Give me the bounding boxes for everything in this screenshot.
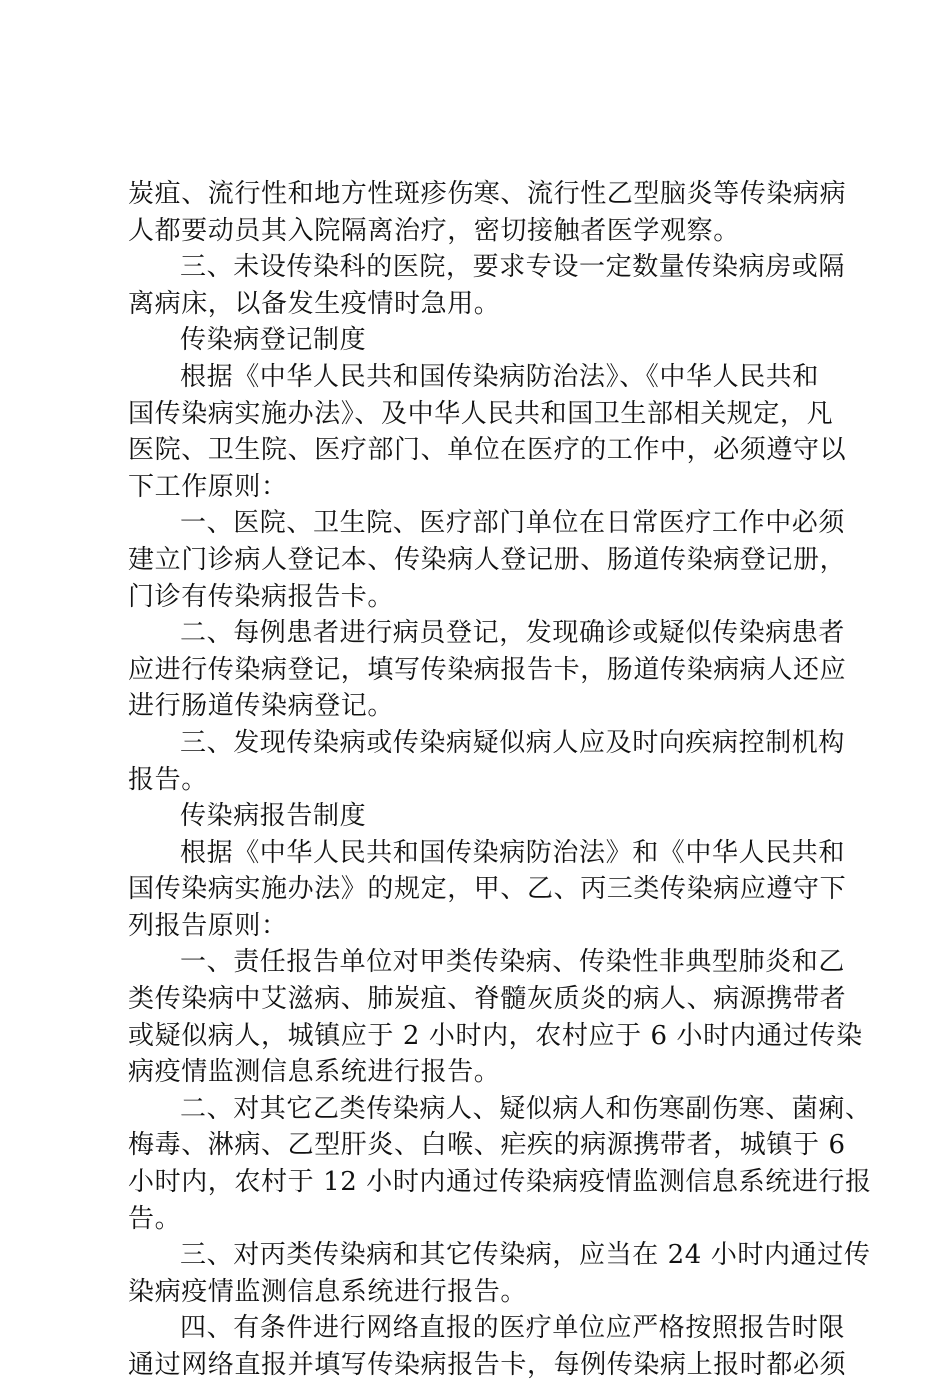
text-line: 下工作原则： [128, 471, 288, 502]
text-line: 国传染病实施办法》的规定，甲、乙、丙三类传染病应遵守下 [128, 874, 847, 905]
text-line: 梅毒、淋病、乙型肝炎、白喉、疟疾的病源携带者，城镇于 6 [128, 1130, 846, 1161]
text-line: 二、对其它乙类传染病人、疑似病人和伤寒副伤寒、菌痢、 [180, 1093, 872, 1124]
text-line: 列报告原则： [128, 910, 288, 941]
text-line: 人都要动员其入院隔离治疗，密切接触者医学观察。 [128, 215, 740, 246]
text-line: 传染病报告制度 [180, 801, 367, 832]
text-line: 通过网络直报并填写传染病报告卡，每例传染病上报时都必须 [128, 1350, 847, 1380]
text-line: 门诊有传染病报告卡。 [128, 581, 395, 612]
text-line: 根据《中华人民共和国传染病防治法》和《中华人民共和 [180, 837, 846, 868]
text-line: 四、有条件进行网络直报的医疗单位应严格按照报告时限 [180, 1313, 846, 1344]
text-line: 建立门诊病人登记本、传染病人登记册、肠道传染病登记册， [128, 544, 847, 575]
text-line: 一、责任报告单位对甲类传染病、传染性非典型肺炎和乙 [180, 947, 846, 978]
text-line: 类传染病中艾滋病、肺炭疽、脊髓灰质炎的病人、病源携带者 [128, 984, 847, 1015]
text-line: 传染病登记制度 [180, 325, 367, 356]
text-line: 根据《中华人民共和国传染病防治法》、《中华人民共和 [180, 361, 820, 392]
text-line: 一、医院、卫生院、医疗部门单位在日常医疗工作中必须 [180, 508, 846, 539]
text-line: 告。 [128, 1203, 182, 1234]
text-line: 医院、卫生院、医疗部门、单位在医疗的工作中，必须遵守以 [128, 435, 847, 466]
text-line: 二、每例患者进行病员登记，发现确诊或疑似传染病患者 [180, 618, 846, 649]
text-line: 三、发现传染病或传染病疑似病人应及时向疾病控制机构 [180, 727, 846, 758]
text-line: 三、对丙类传染病和其它传染病，应当在 24 小时内通过传 [180, 1240, 871, 1271]
text-line: 或疑似病人，城镇应于 2 小时内，农村应于 6 小时内通过传染 [128, 1020, 863, 1051]
text-line: 应进行传染病登记，填写传染病报告卡，肠道传染病病人还应 [128, 654, 847, 685]
text-line: 炭疽、流行性和地方性斑疹伤寒、流行性乙型脑炎等传染病病 [128, 179, 847, 209]
text-line: 国传染病实施办法》、及中华人民共和国卫生部相关规定，凡 [128, 398, 834, 429]
text-line: 染病疫情监测信息系统进行报告。 [128, 1276, 528, 1307]
text-line: 离病床，以备发生疫情时急用。 [128, 288, 501, 319]
text-line: 进行肠道传染病登记。 [128, 691, 395, 722]
text-line: 三、未设传染科的医院，要求专设一定数量传染病房或隔 [180, 252, 846, 283]
text-line: 报告。 [128, 764, 208, 795]
text-line: 病疫情监测信息系统进行报告。 [128, 1057, 501, 1088]
document-body [128, 176, 872, 1384]
text-line: 小时内，农村于 12 小时内通过传染病疫情监测信息系统进行报 [128, 1167, 872, 1198]
